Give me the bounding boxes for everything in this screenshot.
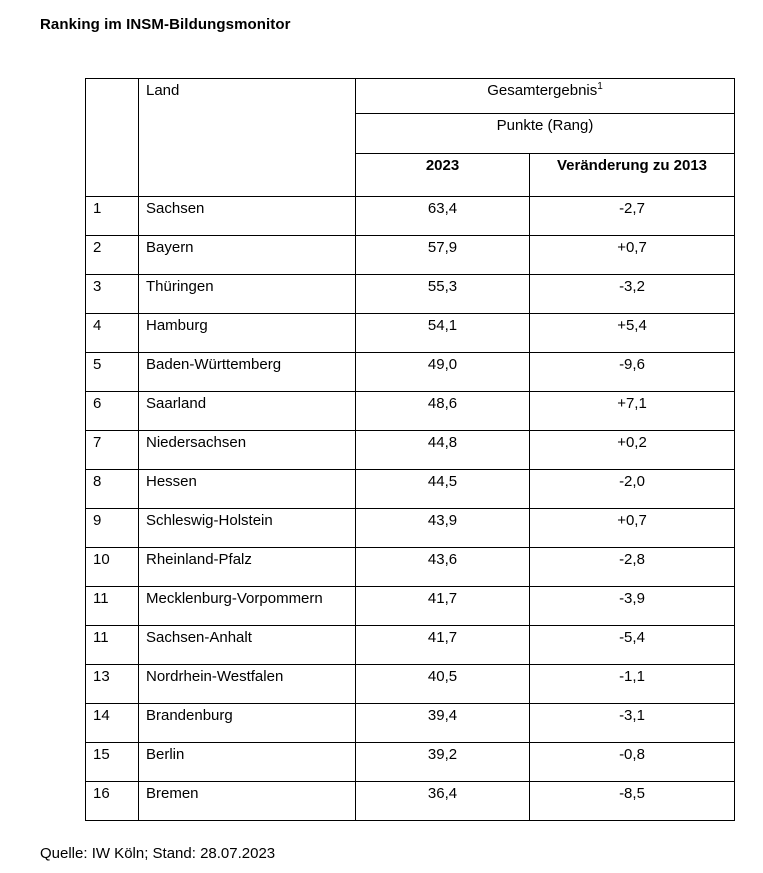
veraenderung-cell: -2,8: [530, 548, 735, 587]
header-punkte-rang-cell: Punkte (Rang): [356, 114, 735, 154]
rank-cell: 9: [86, 509, 139, 548]
land-cell: Nordrhein-Westfalen: [139, 665, 356, 704]
table-row: [86, 743, 735, 782]
table-header: [86, 79, 735, 197]
rank-cell: 1: [86, 197, 139, 236]
table-row: [86, 392, 735, 431]
rank-cell: 6: [86, 392, 139, 431]
veraenderung-cell: -2,0: [530, 470, 735, 509]
rank-cell: 8: [86, 470, 139, 509]
table-row: [86, 509, 735, 548]
gesamtergebnis-label: Gesamtergebnis: [487, 82, 598, 99]
punkte-2023-cell: 63,4: [356, 197, 530, 236]
table-row: [86, 275, 735, 314]
punkte-2023-cell: 44,8: [356, 431, 530, 470]
table-row: [86, 236, 735, 275]
land-cell: Hamburg: [139, 314, 356, 353]
punkte-2023-cell: 41,7: [356, 626, 530, 665]
table-row: [86, 626, 735, 665]
rank-cell: 13: [86, 665, 139, 704]
veraenderung-cell: -2,7: [530, 197, 735, 236]
header-row-gesamtergebnis: [86, 79, 735, 114]
punkte-2023-cell: 39,2: [356, 743, 530, 782]
veraenderung-cell: -1,1: [530, 665, 735, 704]
veraenderung-cell: -8,5: [530, 782, 735, 821]
table-body: [86, 197, 735, 821]
table-row: [86, 665, 735, 704]
header-2023-cell: 2023: [356, 154, 530, 197]
land-cell: Saarland: [139, 392, 356, 431]
punkte-2023-cell: 44,5: [356, 470, 530, 509]
table-row: [86, 431, 735, 470]
header-land-cell: Land: [139, 79, 356, 197]
ranking-table: [85, 78, 735, 821]
veraenderung-cell: +7,1: [530, 392, 735, 431]
land-cell: Brandenburg: [139, 704, 356, 743]
land-cell: Bayern: [139, 236, 356, 275]
page-title: Ranking im INSM-Bildungsmonitor: [40, 16, 291, 33]
land-cell: Berlin: [139, 743, 356, 782]
table-row: [86, 314, 735, 353]
punkte-2023-cell: 43,6: [356, 548, 530, 587]
header-rank-cell: [86, 79, 139, 197]
land-cell: Baden-Württemberg: [139, 353, 356, 392]
header-gesamtergebnis-cell: [356, 79, 735, 114]
rank-cell: 16: [86, 782, 139, 821]
table-row: [86, 587, 735, 626]
veraenderung-cell: -3,1: [530, 704, 735, 743]
punkte-2023-cell: 55,3: [356, 275, 530, 314]
punkte-2023-cell: 40,5: [356, 665, 530, 704]
table-row: [86, 782, 735, 821]
rank-cell: 11: [86, 626, 139, 665]
veraenderung-cell: -3,9: [530, 587, 735, 626]
land-cell: Hessen: [139, 470, 356, 509]
rank-cell: 7: [86, 431, 139, 470]
land-cell: Mecklenburg-Vorpommern: [139, 587, 356, 626]
veraenderung-cell: +0,7: [530, 509, 735, 548]
table-row: [86, 197, 735, 236]
table-row: [86, 353, 735, 392]
rank-cell: 11: [86, 587, 139, 626]
rank-cell: 5: [86, 353, 139, 392]
veraenderung-cell: -3,2: [530, 275, 735, 314]
punkte-2023-cell: 36,4: [356, 782, 530, 821]
punkte-2023-cell: 41,7: [356, 587, 530, 626]
veraenderung-cell: +5,4: [530, 314, 735, 353]
punkte-2023-cell: 48,6: [356, 392, 530, 431]
land-cell: Niedersachsen: [139, 431, 356, 470]
veraenderung-cell: -0,8: [530, 743, 735, 782]
footnote-marker: 1: [597, 81, 603, 92]
punkte-2023-cell: 39,4: [356, 704, 530, 743]
land-cell: Bremen: [139, 782, 356, 821]
punkte-2023-cell: 54,1: [356, 314, 530, 353]
rank-cell: 15: [86, 743, 139, 782]
land-cell: Rheinland-Pfalz: [139, 548, 356, 587]
veraenderung-cell: -5,4: [530, 626, 735, 665]
rank-cell: 2: [86, 236, 139, 275]
veraenderung-cell: -9,6: [530, 353, 735, 392]
land-cell: Sachsen-Anhalt: [139, 626, 356, 665]
table-row: [86, 470, 735, 509]
punkte-2023-cell: 49,0: [356, 353, 530, 392]
table-row: [86, 704, 735, 743]
punkte-2023-cell: 57,9: [356, 236, 530, 275]
table-row: [86, 548, 735, 587]
header-veraenderung-cell: Veränderung zu 2013: [530, 154, 735, 197]
veraenderung-cell: +0,7: [530, 236, 735, 275]
rank-cell: 10: [86, 548, 139, 587]
punkte-2023-cell: 43,9: [356, 509, 530, 548]
land-cell: Sachsen: [139, 197, 356, 236]
source-note: Quelle: IW Köln; Stand: 28.07.2023: [40, 845, 276, 862]
land-cell: Schleswig-Holstein: [139, 509, 356, 548]
rank-cell: 14: [86, 704, 139, 743]
rank-cell: 3: [86, 275, 139, 314]
land-cell: Thüringen: [139, 275, 356, 314]
rank-cell: 4: [86, 314, 139, 353]
veraenderung-cell: +0,2: [530, 431, 735, 470]
